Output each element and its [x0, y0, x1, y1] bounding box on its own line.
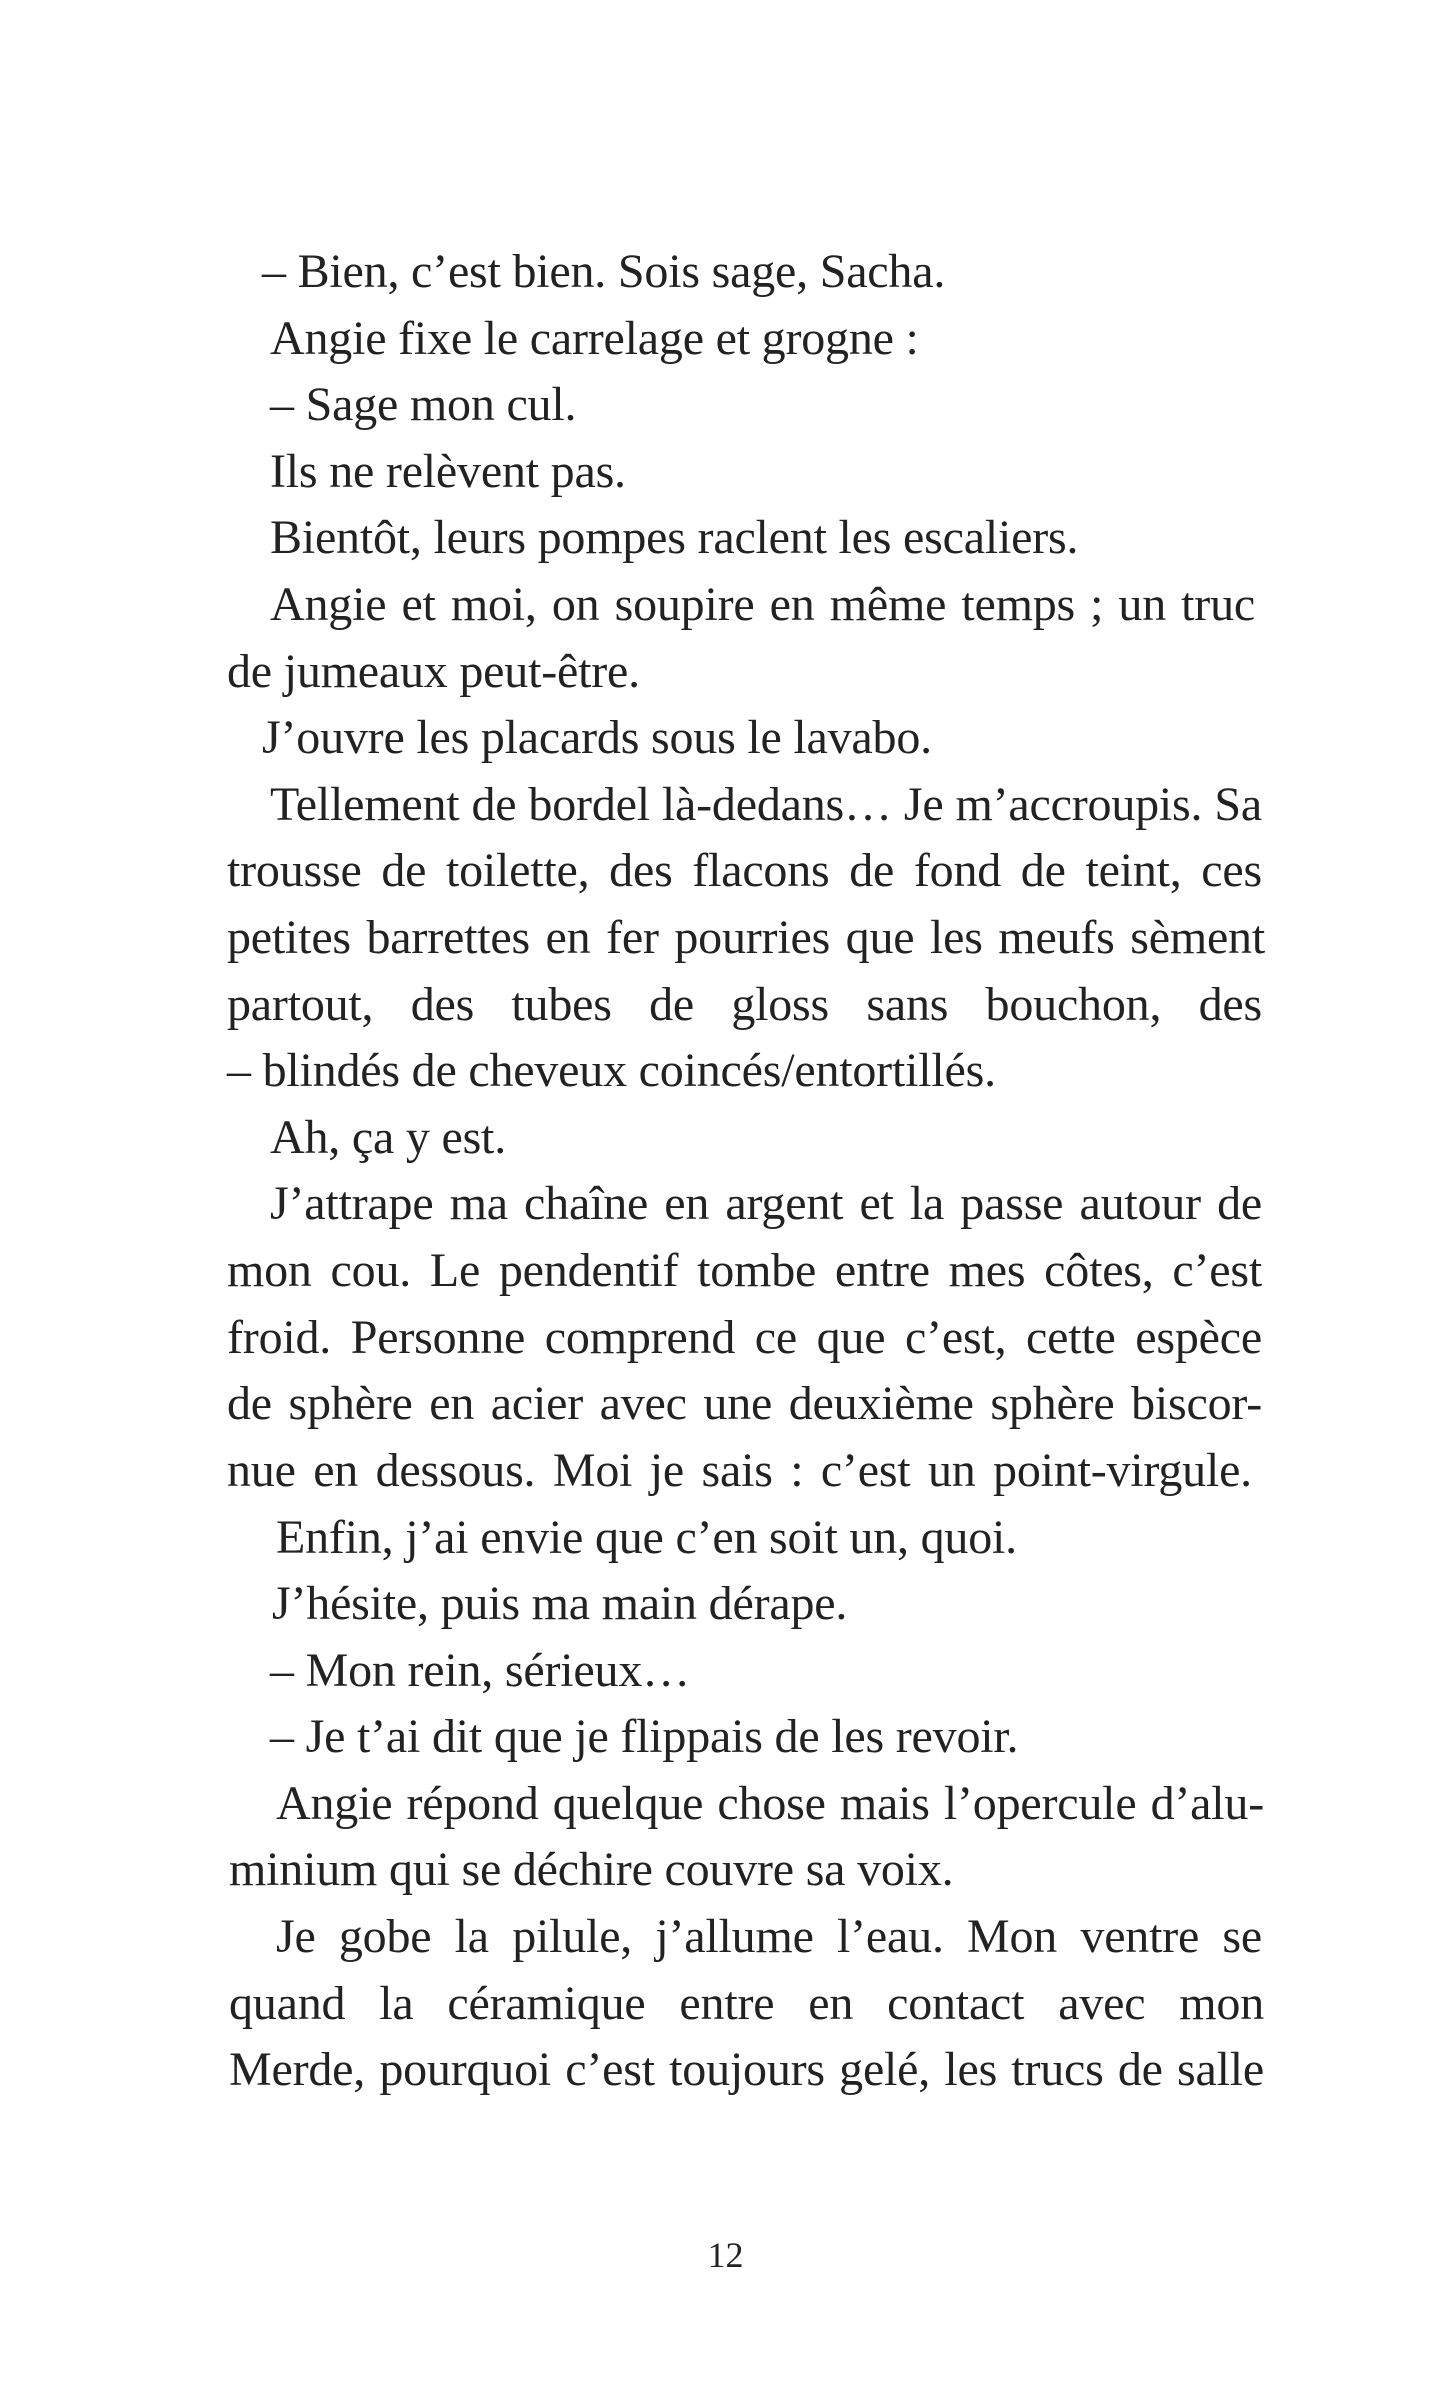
text-line-17: froid. Personne comprend ce que c’est, cette espèce: [227, 1311, 1262, 1364]
text-line-14: Ah, ça y est.: [270, 1111, 506, 1164]
text-line-19: nue en dessous. Moi je sais : c’est un point-virgule.: [227, 1444, 1252, 1497]
text-line-8: J’ouvre les placards sous le lavabo.: [262, 711, 932, 764]
page-number: 12: [707, 2235, 744, 2275]
text-line-6: Angie et moi, on soupire en même temps ; un truc: [270, 578, 1255, 631]
text-line-10: trousse de toilette, des flacons de fond de teint, ces: [227, 844, 1262, 897]
text-line-22: – Mon rein, sérieux…: [270, 1644, 690, 1697]
text-line-1: – Bien, c’est bien. Sois sage, Sacha.: [262, 245, 946, 298]
text-line-7: de jumeaux peut-être.: [227, 645, 640, 698]
text-line-13: – blindés de cheveux coincés/entortillés.: [227, 1044, 996, 1097]
text-line-15: J’attrape ma chaîne en argent et la passe autour de: [270, 1177, 1262, 1230]
text-line-5: Bientôt, leurs pompes raclent les escaliers.: [270, 511, 1079, 564]
text-line-11: petites barrettes en fer pourries que les meufs sèment: [227, 911, 1265, 964]
text-line-26: Je gobe la pilule, j’allume l’eau. Mon ventre se: [276, 1910, 1262, 1963]
text-line-25: minium qui se déchire couvre sa voix.: [229, 1843, 954, 1896]
text-line-18: de sphère en acier avec une deuxième sphère biscor-: [227, 1377, 1262, 1430]
text-line-4: Ils ne relèvent pas.: [270, 445, 626, 498]
text-line-27: quand la céramique entre en contact avec mon: [229, 1977, 1264, 2030]
text-line-23: – Je t’ai dit que je flippais de les revoir.: [270, 1710, 1019, 1763]
text-line-20: Enfin, j’ai envie que c’en soit un, quoi.: [276, 1511, 1017, 1564]
text-line-24: Angie répond quelque chose mais l’opercule d’alu-: [276, 1777, 1264, 1830]
text-line-16: mon cou. Le pendentif tombe entre mes côtes, c’est: [227, 1244, 1262, 1297]
text-line-28: Merde, pourquoi c’est toujours gelé, les trucs de salle: [229, 2043, 1264, 2096]
text-line-12: partout, des tubes de gloss sans bouchon, des: [227, 978, 1262, 1031]
text-line-2: Angie fixe le carrelage et grogne :: [270, 312, 919, 365]
text-line-3: – Sage mon cul.: [270, 378, 577, 431]
text-line-9: Tellement de bordel là-dedans… Je m’accroupis. Sa: [270, 778, 1262, 831]
text-line-21: J’hésite, puis ma main dérape.: [272, 1577, 848, 1630]
